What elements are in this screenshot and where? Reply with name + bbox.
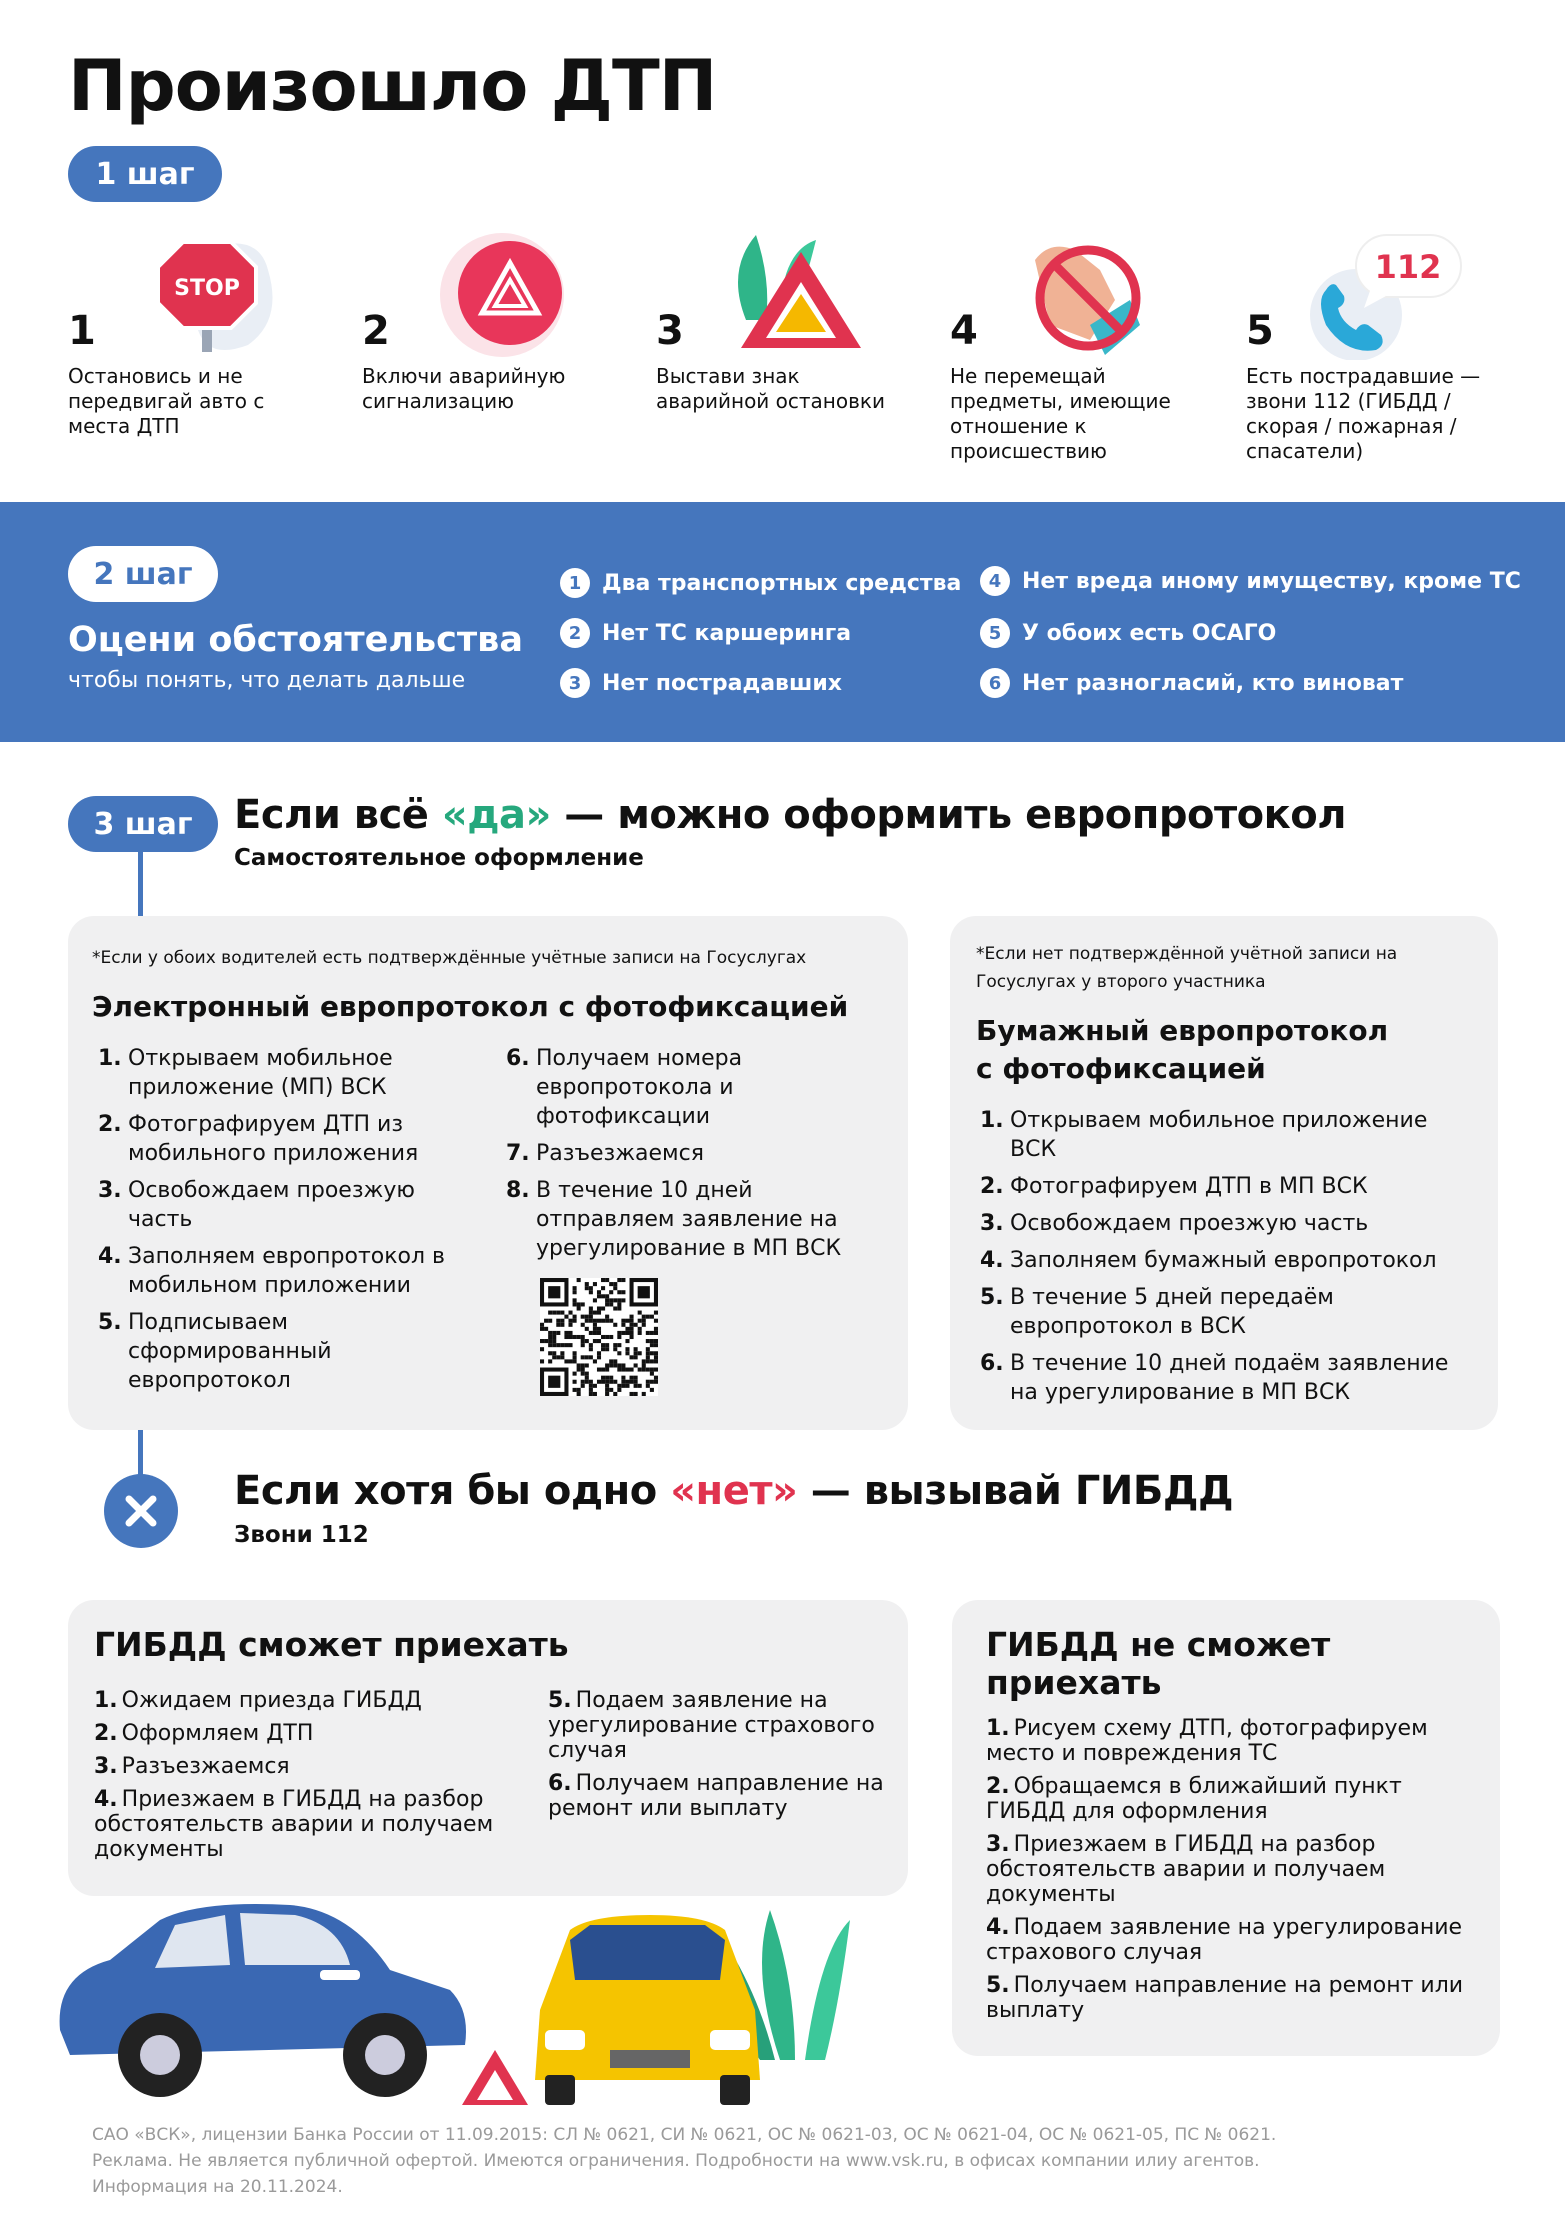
list-item: 1. Ожидаем приезда ГИБДД [94,1688,422,1713]
can-come-steps-left [94,1688,494,1870]
list-item: 6. Получаем номера европротокола и фотофиксации [506,1046,743,1129]
condition-item: 4 Нет вреда иному имуществу, кроме ТС [980,566,1521,596]
qr-code-icon[interactable] [540,1278,658,1396]
connector-line [138,1430,143,1476]
step2-band [0,502,1565,742]
paper-steps [980,1106,1480,1415]
step-text: Выстави знак аварийной остановки [656,364,885,413]
list-item: 8. В течение 10 дней отправляем заявление на урегулирование в МП ВСК [506,1178,842,1261]
list-item: 3. Освобождаем проезжую часть [980,1211,1369,1236]
list-item: 6. Получаем направление на ремонт или выплату [548,1771,884,1821]
list-item: 1. Рисуем схему ДТП, фотографируем место и повреждения ТС [986,1716,1428,1766]
step3-subheading: Самостоятельное оформление [234,845,644,871]
step2-badge: 2 шаг [68,546,218,602]
cars-illustration [50,1880,870,2110]
list-item: 3. Разъезжаемся [94,1754,290,1779]
condition-item: 6 Нет разногласий, кто виноват [980,668,1403,698]
list-item: 7. Разъезжаемся [506,1141,704,1166]
card-title: Бумажный европротокол с фотофиксацией [976,1014,1389,1085]
condition-item: 2 Нет ТС каршеринга [560,618,851,648]
list-item: 4. Заполняем бумажный европротокол [980,1248,1437,1273]
electronic-steps-left [98,1044,478,1403]
list-item: 4. Приезжаем в ГИБДД на разбор обстоятельств аварии и получаем документы [94,1787,494,1862]
condition-item: 3 Нет пострадавших [560,668,842,698]
list-item: 4. Заполняем европротокол в мобильном приложении [98,1244,446,1298]
step2-heading: Оцени обстоятельства [68,620,523,660]
condition-item: 1 Два транспортных средства [560,568,961,598]
stop-sign-text: STOP [174,276,240,301]
cannot-come-steps [986,1716,1476,2031]
list-item: 5. Получаем направление на ремонт или выплату [986,1973,1464,2023]
list-item: 6. В течение 10 дней подаём заявление на урегулирование в МП ВСК [980,1351,1449,1405]
can-come-steps-right [548,1688,888,1829]
list-item: 2. Фотографируем ДТП в МП ВСК [980,1174,1368,1199]
list-item: 1. Открываем мобильное приложение (МП) ВСК [98,1046,393,1100]
list-item: 2. Обращаемся в ближайший пункт ГИБДД для оформления [986,1774,1402,1824]
no-branch-heading: Если хотя бы одно «нет» — вызывай ГИБДД [234,1468,1234,1514]
step2-subheading: чтобы понять, что делать дальше [68,668,466,693]
list-item: 5. Подписываем сформированный европротокол [98,1310,332,1393]
close-icon [104,1474,178,1548]
stop-sign-icon [108,230,308,360]
electronic-steps-right [506,1044,896,1271]
card-title: ГИБДД не сможет приехать [986,1625,1331,1702]
phone-number-text: 112 [1374,248,1442,286]
list-item: 3. Освобождаем проезжую часть [98,1178,415,1232]
step-text: Есть пострадавшие — звони 112 (ГИБДД / скорая / пожарная / спасатели) [1246,364,1481,463]
page-title: Произошло ДТП [68,45,717,127]
footer-line: САО «ВСК», лицензии Банка России от 11.09.2015: СЛ № 0621, СИ № 0621, ОС № 0621-03, ОС № 0621-04, ОС № 0621-05, ПС № 0621. [92,2125,1277,2145]
legal-footer [92,2122,1276,2200]
footer-line: Реклама. Не является публичной офертой. Имеются ограничения. Подробности на www.vsk.ru, в офисах компании илиу агентов. [92,2151,1260,2171]
no-branch-subheading: Звони 112 [234,1522,369,1548]
footer-line: Информация на 20.11.2024. [92,2177,343,2197]
card-note: *Если нет подтверждённой учётной записи на Госуслугах у второго участника [976,944,1398,992]
list-item: 5. Подаем заявление на урегулирование страхового случая [548,1688,875,1763]
warning-triangle-icon [696,230,896,360]
step-text: Включи аварийную сигнализацию [362,364,566,413]
step3-badge: 3 шаг [68,796,218,852]
list-item: 5. В течение 5 дней передаём европротокол в ВСК [980,1285,1334,1339]
step-number: 2 [362,308,390,354]
list-item: 4. Подаем заявление на урегулирование страхового случая [986,1915,1463,1965]
card-note: *Если у обоих водителей есть подтверждённые учётные записи на Госуслугах [92,948,807,968]
card-title: ГИБДД сможет приехать [94,1625,569,1664]
step3-heading: Если всё «да» — можно оформить европротокол [234,792,1347,838]
step-number: 3 [656,308,684,354]
list-item: 3. Приезжаем в ГИБДД на разбор обстоятельств аварии и получаем документы [986,1832,1386,1907]
condition-item: 5 У обоих есть ОСАГО [980,618,1276,648]
gibdd-cannot-come-card [952,1600,1500,2056]
no-touch-icon [990,230,1190,360]
list-item: 2. Оформляем ДТП [94,1721,314,1746]
electronic-europrotocol-card [68,916,908,1430]
list-item: 2. Фотографируем ДТП из мобильного приложения [98,1112,419,1166]
list-item: 1. Открываем мобильное приложение ВСК [980,1108,1428,1162]
step-number: 4 [950,308,978,354]
step1-badge: 1 шаг [68,146,222,202]
step-number: 1 [68,308,96,354]
paper-europrotocol-card [950,916,1498,1430]
gibdd-can-come-card [68,1600,908,1896]
phone-112-icon [1286,230,1486,360]
card-title: Электронный европротокол с фотофиксацией [92,990,849,1023]
step-number: 5 [1246,308,1274,354]
hazard-button-icon [402,230,602,360]
step-text: Остановись и не передвигай авто с места ДТП [68,364,265,438]
step-text: Не перемещай предметы, имеющие отношение к происшествию [950,364,1171,463]
